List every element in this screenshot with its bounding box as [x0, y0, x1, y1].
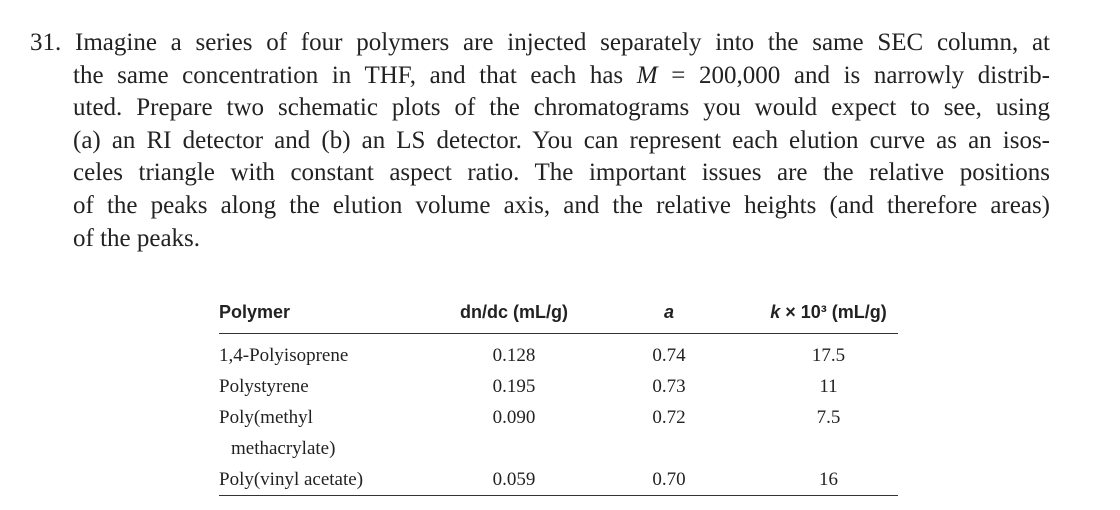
- cell-a: 0.72: [652, 406, 686, 428]
- cell-k: 11: [819, 375, 838, 397]
- cell-a: 0.73: [652, 375, 686, 397]
- k-symbol: k: [770, 302, 781, 322]
- table-row: [219, 334, 898, 372]
- cell-polymer-name: Polystyrene: [219, 375, 309, 397]
- problem-line: (a) an RI detector and (b) an LS detector. You can represent each elution curve as an isos-: [73, 126, 1050, 154]
- problem-line: the same concentration in THF, and that each has M = 200,000 and is narrowly distrib-: [73, 61, 1050, 89]
- cell-dndc: 0.128: [492, 344, 536, 366]
- cell-polymer-name: Poly(vinyl acetate): [219, 464, 449, 496]
- problem-line: uted. Prepare two schematic plots of the chromatograms you would expect to see, using: [73, 94, 1050, 122]
- cell-a: 0.70: [579, 464, 759, 496]
- cell-dndc: 0.059: [449, 464, 579, 496]
- header-polymer: Polymer: [219, 296, 449, 334]
- header-dndc: dn/dc (mL/g): [449, 296, 579, 334]
- header-a: a: [579, 296, 759, 334]
- table-row: [219, 464, 898, 496]
- cell-k: 17.5: [811, 344, 846, 366]
- polymer-data-table: [219, 296, 898, 496]
- problem-line: celes triangle with constant aspect ratio. The important issues are the relative positions: [73, 159, 1050, 187]
- cell-a: 0.74: [652, 344, 686, 366]
- table-header-row: [219, 296, 898, 334]
- cell-polymer-name: 1,4-Polyisoprene: [219, 344, 349, 366]
- cell-k: 16: [759, 464, 898, 496]
- cell-polymer-name: Poly(methyl: [219, 406, 313, 428]
- cell-polymer-name-continued: methacrylate): [231, 438, 336, 459]
- header-k: k × 10³ (mL/g): [759, 296, 898, 334]
- table-row: [219, 371, 898, 402]
- problem-line: 31. Imagine a series of four polymers are injected separately into the same SEC column, at: [30, 29, 1050, 56]
- table-row-continuation: [219, 433, 898, 464]
- problem-line: of the peaks.: [73, 224, 201, 252]
- table-row: [219, 402, 898, 433]
- problem-line: of the peaks along the elution volume axis, and the relative heights (and therefore areas): [73, 191, 1050, 219]
- molar-mass-symbol: M: [636, 61, 658, 89]
- cell-dndc: 0.090: [492, 406, 536, 428]
- problem-statement: [30, 27, 1050, 255]
- cell-k: 7.5: [816, 406, 841, 428]
- cell-dndc: 0.195: [492, 375, 536, 397]
